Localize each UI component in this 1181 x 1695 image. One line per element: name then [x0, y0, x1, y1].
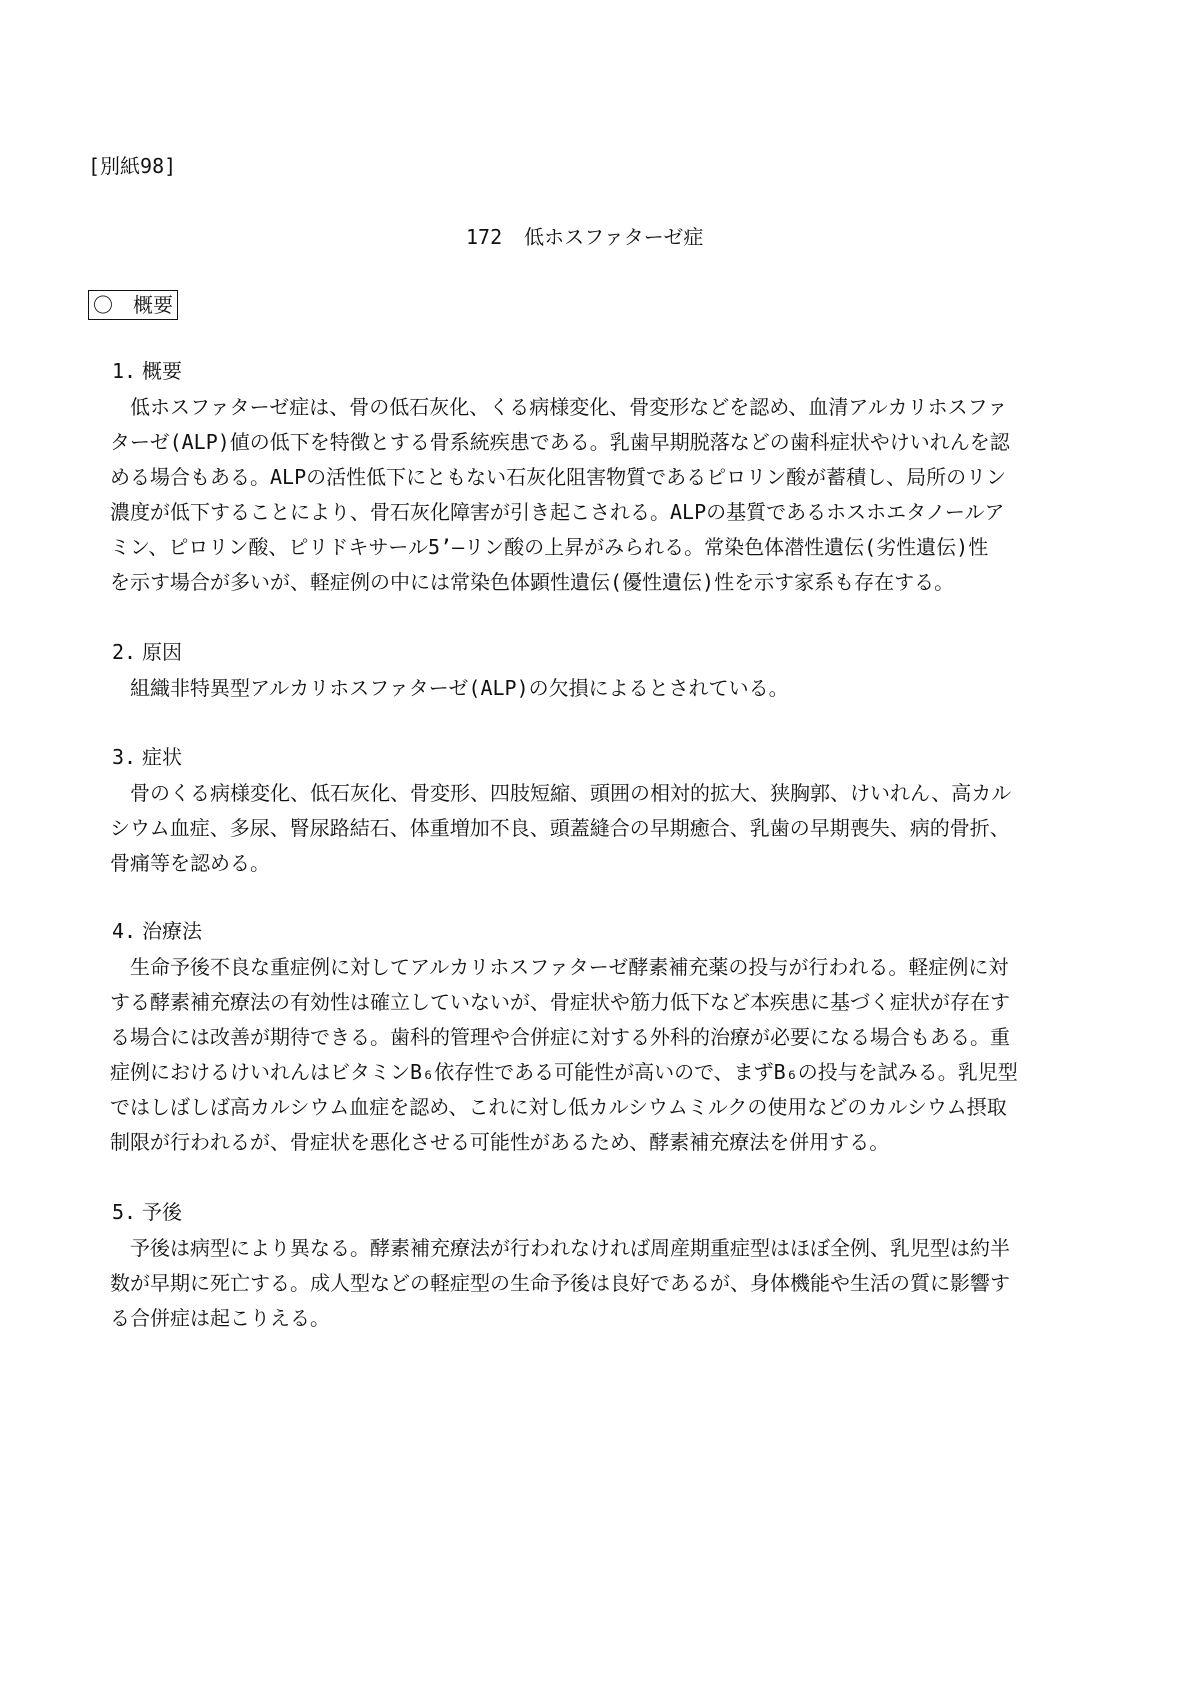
- paragraph-line: ターゼ(ALP)値の低下を特徴とする骨系統疾患である。乳歯早期脱落などの歯科症状やけいれんを認: [110, 430, 1010, 454]
- paragraph-line: る場合には改善が期待できる。歯科的管理や合併症に対する外科的治療が必要になる場合もある。重: [110, 1025, 1010, 1049]
- section-body: [110, 390, 1095, 600]
- paragraph-line: する酵素補充療法の有効性は確立していないが、骨症状や筋力低下など本疾患に基づく症状が存在す: [110, 990, 1010, 1014]
- paragraph-line: 症例におけるけいれんはビタミンB₆依存性である可能性が高いので、まずB₆の投与を試みる。乳児型: [110, 1060, 1018, 1084]
- paragraph-line: 生命予後不良な重症例に対してアルカリホスファターゼ酵素補充薬の投与が行われる。軽症例に対: [130, 955, 1009, 979]
- paragraph-line: 骨のくる病様変化、低石灰化、骨変形、四肢短縮、頭囲の相対的拡大、狭胸郭、けいれん、高カル: [130, 781, 1012, 805]
- section-overview: [110, 356, 1095, 600]
- section-title: 治療法: [142, 919, 202, 943]
- document-title: [466, 223, 703, 251]
- overview-heading-box: [88, 290, 178, 320]
- section-number: 3.: [112, 745, 137, 769]
- circle-icon: 〇: [93, 293, 113, 317]
- paragraph-line: を示す場合が多いが、軽症例の中には常染色体顕性遺伝(優性遺伝)性を示す家系も存在する。: [110, 570, 955, 594]
- paragraph-line: ミン、ピロリン酸、ピリドキサール5’―リン酸の上昇がみられる。常染色体潜性遺伝(劣性遺伝)性: [110, 535, 989, 559]
- section-body: [110, 950, 1095, 1160]
- section-heading: [110, 1197, 1095, 1227]
- paragraph-line: める場合もある。ALPの活性低下にともない石灰化阻害物質であるピロリン酸が蓄積し、局所のリン: [110, 465, 1007, 489]
- section-heading: [110, 742, 1095, 772]
- section-number: 1.: [112, 359, 137, 383]
- section-number: 2.: [112, 640, 137, 664]
- section-body: [110, 1231, 1095, 1336]
- paragraph-line: 組織非特異型アルカリホスファターゼ(ALP)の欠損によるとされている。: [130, 676, 789, 700]
- annex-label: [別紙98]: [88, 154, 177, 178]
- section-title: 概要: [142, 359, 182, 383]
- section-title: 原因: [142, 640, 182, 664]
- section-treatment: [110, 916, 1095, 1160]
- section-body: [110, 671, 1095, 706]
- section-body: [110, 776, 1095, 881]
- section-heading: [110, 637, 1095, 667]
- section-title: 症状: [142, 745, 182, 769]
- paragraph-line: 数が早期に死亡する。成人型などの軽症型の生命予後は良好であるが、身体機能や生活の質に影響す: [110, 1271, 1010, 1295]
- paragraph-line: ではしばしば高カルシウム血症を認め、これに対し低カルシウムミルクの使用などのカルシウム摂取: [110, 1095, 1007, 1119]
- section-prognosis: [110, 1197, 1095, 1336]
- paragraph-line: 骨痛等を認める。: [110, 851, 270, 875]
- paragraph-line: 予後は病型により異なる。酵素補充療法が行われなければ周産期重症型はほぼ全例、乳児型は約半: [130, 1236, 1010, 1260]
- title-number: 172: [466, 225, 503, 249]
- section-heading: [110, 356, 1095, 386]
- paragraph-line: 低ホスファターゼ症は、骨の低石灰化、くる病様変化、骨変形などを認め、血清アルカリホスファ: [130, 395, 1008, 419]
- paragraph-line: る合併症は起こりえる。: [110, 1306, 330, 1330]
- paragraph-line: 濃度が低下することにより、骨石灰化障害が引き起こされる。ALPの基質であるホスホエタノールア: [110, 500, 1005, 524]
- section-number: 4.: [112, 919, 137, 943]
- paragraph-line: シウム血症、多尿、腎尿路結石、体重増加不良、頭蓋縫合の早期癒合、乳歯の早期喪失、病的骨折、: [110, 816, 1010, 840]
- section-cause: [110, 637, 1095, 706]
- paragraph-line: 制限が行われるが、骨症状を悪化させる可能性があるため、酵素補充療法を併用する。: [110, 1130, 890, 1154]
- section-title: 予後: [142, 1200, 182, 1224]
- title-name: 低ホスファターゼ症: [524, 225, 704, 249]
- section-heading: [110, 916, 1095, 946]
- overview-heading-label: 概要: [133, 293, 173, 317]
- section-number: 5.: [112, 1200, 137, 1224]
- section-symptoms: [110, 742, 1095, 881]
